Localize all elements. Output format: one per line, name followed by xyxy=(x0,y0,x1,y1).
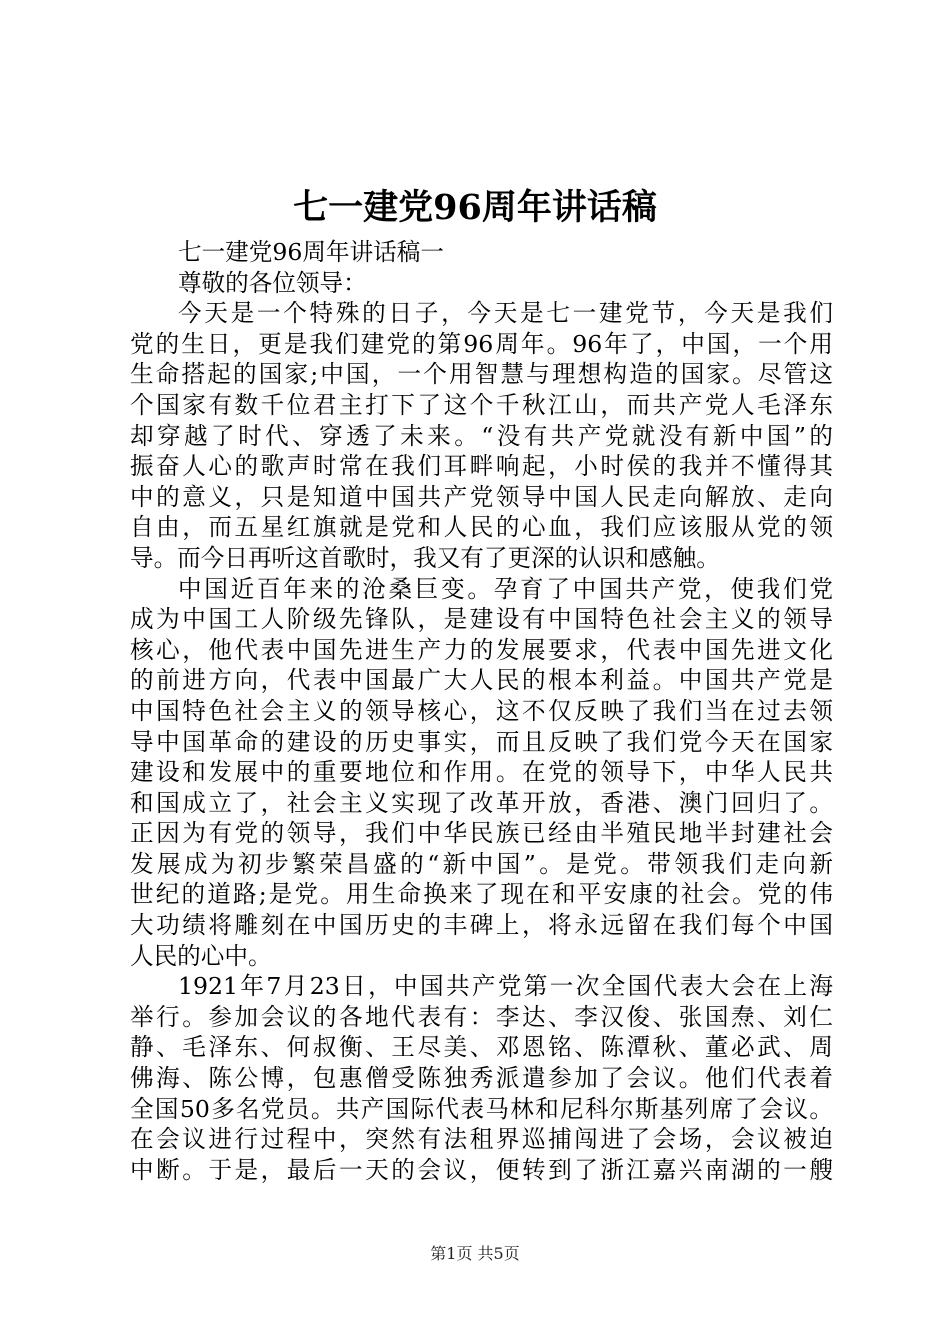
text-line: 中国近百年来的沧桑巨变。孕育了中国共产党，使我们党 xyxy=(178,574,833,603)
text-line: 全国50多名党员。共产国际代表马林和尼科尔斯基列席了会议。 xyxy=(130,1094,833,1123)
text-line: 尊敬的各位领导： xyxy=(178,268,367,297)
text-line: 发展成为初步繁荣昌盛的“新中国”。是党。带领我们走向新 xyxy=(130,849,833,878)
text-line: 建设和发展中的重要地位和作用。在党的领导下，中华人民共 xyxy=(130,758,833,787)
text-line: 导。而今日再听这首歌时，我又有了更深的认识和感触。 xyxy=(130,543,720,572)
text-line: 世纪的道路;是党。用生命换来了现在和平安康的社会。党的伟 xyxy=(130,880,833,909)
text-line: 七一建党96周年讲话稿一 xyxy=(178,238,444,266)
text-line: 今天是一个特殊的日子，今天是七一建党节，今天是我们 xyxy=(178,299,833,328)
text-line: 在会议进行过程中，突然有法租界巡捕闯进了会场，会议被迫 xyxy=(130,1125,833,1154)
text-line: 的前进方向，代表中国最广大人民的根本利益。中国共产党是 xyxy=(130,666,833,695)
text-line: 个国家有数千位君主打下了这个千秋江山，而共产党人毛泽东 xyxy=(130,390,833,419)
text-line: 却穿越了时代、穿透了未来。“没有共产党就没有新中国”的 xyxy=(130,421,833,450)
page-footer: 第1页 共5页 xyxy=(430,1244,520,1263)
text-line: 正因为有党的领导，我们中华民族已经由半殖民地半封建社会 xyxy=(130,819,833,848)
text-line: 中的意义，只是知道中国共产党领导中国人民走向解放、走向 xyxy=(130,482,833,511)
text-line: 生命搭起的国家;中国，一个用智慧与理想构造的国家。尽管这 xyxy=(130,360,833,389)
text-line: 振奋人心的歌声时常在我们耳畔响起，小时侯的我并不懂得其 xyxy=(130,452,833,481)
text-line: 和国成立了，社会主义实现了改革开放，香港、澳门回归了。 xyxy=(130,788,833,817)
text-line: 1921年7月23日，中国共产党第一次全国代表大会在上海 xyxy=(178,972,833,1001)
text-line: 导中国革命的建设的历史事实，而且反映了我们党今天在国家 xyxy=(130,727,833,756)
text-line: 中国特色社会主义的领导核心，这不仅反映了我们当在过去领 xyxy=(130,696,833,725)
text-line: 核心，他代表中国先进生产力的发展要求，代表中国先进文化 xyxy=(130,635,833,664)
text-line: 大功绩将雕刻在中国历史的丰碑上，将永远留在我们每个中国 xyxy=(130,911,833,940)
text-line: 中断。于是，最后一天的会议，便转到了浙江嘉兴南湖的一艘 xyxy=(130,1155,833,1184)
text-line: 人民的心中。 xyxy=(130,941,272,970)
text-line: 举行。参加会议的各地代表有：李达、李汉俊、张国焘、刘仁 xyxy=(130,1002,833,1031)
text-line: 佛海、陈公博，包惠僧受陈独秀派遣参加了会议。他们代表着 xyxy=(130,1064,833,1093)
text-line: 自由，而五星红旗就是党和人民的心血，我们应该服从党的领 xyxy=(130,513,833,542)
text-line: 静、毛泽东、何叔衡、王尽美、邓恩铭、陈潭秋、董必武、周 xyxy=(130,1033,833,1062)
text-line: 党的生日，更是我们建党的第96周年。96年了，中国，一个用 xyxy=(130,329,833,358)
document-body xyxy=(130,237,833,1185)
page-title: 七一建党96周年讲话稿 xyxy=(293,187,657,228)
text-line: 成为中国工人阶级先锋队，是建设有中国特色社会主义的领导 xyxy=(130,605,833,634)
